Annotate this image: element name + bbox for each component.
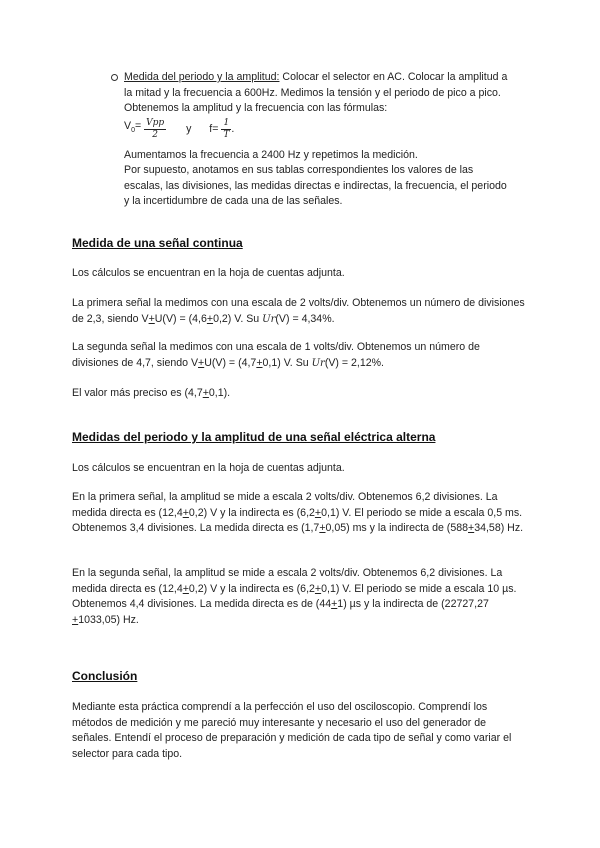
text-run: 0,05) ms y la indirecta de (588 — [325, 522, 469, 534]
text-run: En la primera señal, la amplitud se mide a escala 2 volts/div. Obtenemos 6,2 divisiones. La medida directa es (12,4 — [72, 491, 498, 519]
plus-minus: + — [182, 506, 189, 519]
plus-minus: + — [72, 613, 79, 626]
formula-v0-sub: 0 — [131, 127, 135, 135]
ur-symbol: Ur — [311, 357, 325, 369]
conclusion-body — [72, 700, 528, 762]
paragraph: Los cálculos se encuentran en la hoja de cuentas adjunta. — [72, 462, 345, 474]
formula-f-label: f= — [209, 122, 219, 135]
paragraph — [72, 296, 528, 327]
paragraph — [72, 340, 528, 371]
text-run: 0,2) V y la indirecta es (6,2 — [188, 506, 315, 519]
paragraph — [72, 490, 528, 537]
section1-paragraph-3 — [72, 340, 528, 371]
text-run: 0,1) V. El periodo se mide a escala 10 µs. Obtenemos 4,4 divisiones. La medida directa es de (44 — [72, 582, 517, 610]
text-run: El valor más preciso es (4,7 — [72, 387, 203, 399]
plus-minus: + — [314, 506, 322, 519]
plus-minus: + — [206, 312, 214, 325]
plus-minus: + — [331, 598, 338, 610]
text-run: 0,2) V y la indirecta es (6,2 — [188, 582, 315, 595]
text-run: La segunda señal la medimos con una escala de 1 volts/div. Obtenemos un número de divisiones de 4,7, siendo V — [72, 341, 480, 369]
fraction-denominator: 2 — [152, 129, 158, 140]
section-conclusion — [72, 669, 528, 685]
fraction-denominator: T — [223, 129, 230, 140]
text-run: 0,1) V. El periodo se mide a escala 0,5 ms. Obtenemos 3,4 divisiones. La medida directa es (1,7 — [72, 506, 523, 534]
text-run: 1033,05) Hz. — [78, 613, 139, 626]
bullet-line-2: Aumentamos la frecuencia a 2400 Hz y repetimos la medición. — [124, 148, 418, 161]
plus-minus: + — [198, 356, 205, 369]
bullet-intro — [124, 70, 514, 117]
section-heading: Medida de una señal continua — [72, 236, 243, 250]
fraction-numerator: Vpp — [146, 117, 165, 128]
text-run: U(V) = (4,6 — [154, 312, 207, 325]
text-run: La primera señal la medimos con una escala de 2 volts/div. Obtenemos un número de divisiones de 2,3, siendo V — [72, 297, 525, 325]
section1-body — [72, 266, 528, 282]
paragraph: Mediante esta práctica comprendí a la perfección el uso del osciloscopio. Comprendí los métodos de medición y me pareció muy interesante y necesario el uso del generador de señales. Entendí el proceso de preparación y medición de cada tipo de señal y como variar el selector para cada tipo. — [72, 701, 512, 760]
bullet-intro-text: Colocar el selector en AC. Colocar la amplitud a la mitad y la frecuencia a 600Hz. Medimos la tensión y el periodo de pico a pico. Obtenemos la amplitud y la frecuencia con las fórmulas: — [124, 71, 508, 114]
ur-symbol: Ur — [262, 313, 276, 325]
formula-and: y — [186, 122, 192, 135]
formula-v0 — [124, 120, 142, 135]
formula-line — [124, 118, 514, 148]
paragraph — [72, 386, 528, 402]
plus-minus: + — [256, 356, 263, 369]
fraction-numerator: 1 — [221, 118, 231, 130]
formula-fraction-vpp — [144, 118, 166, 141]
formula-eq: = — [134, 120, 142, 133]
text-run: 0,1) V. Su — [262, 356, 312, 369]
section-heading: Medidas del periodo y la amplitud de una señal eléctrica alterna — [72, 430, 436, 444]
text-run: (V) = 2,12%. — [324, 356, 385, 369]
formula-end: . — [231, 122, 235, 135]
text-run: U(V) = (4,7 — [204, 356, 257, 369]
hollow-bullet-icon — [111, 74, 118, 81]
plus-minus: + — [314, 582, 322, 595]
text-run: En la segunda señal, la amplitud se mide a escala 2 volts/div. Obtenemos 6,2 divisiones. La medida directa es (12,4 — [72, 567, 503, 595]
section2-paragraph-3 — [72, 566, 528, 628]
paragraph: Los cálculos se encuentran en la hoja de cuentas adjunta. — [72, 267, 345, 279]
text-run: 0,1). — [208, 387, 231, 399]
plus-minus: + — [468, 522, 475, 534]
section-heading: Conclusión — [72, 669, 138, 683]
paragraph — [72, 566, 528, 628]
formula-v0-label: V — [124, 120, 132, 133]
text-run: 0,2) V. Su — [213, 312, 263, 325]
text-run: 34,58) Hz. — [474, 522, 524, 534]
plus-minus: + — [319, 522, 326, 534]
section2-body — [72, 461, 528, 477]
bullet-title: Medida del periodo y la amplitud: — [124, 71, 280, 83]
bullet-item-period-amplitude — [124, 70, 514, 210]
text-run: (V) = 4,34%. — [275, 312, 335, 325]
text-run: 1) µs y la indirecta de (22727,27 — [337, 598, 489, 610]
formula-fraction-1-over-t — [221, 118, 231, 141]
section2-paragraph-2 — [72, 490, 528, 537]
plus-minus: + — [182, 582, 189, 595]
plus-minus: + — [202, 387, 209, 399]
plus-minus: + — [148, 312, 155, 325]
section1-paragraph-2 — [72, 296, 528, 327]
section-alternating-signal — [72, 430, 528, 446]
section1-paragraph-4 — [72, 386, 528, 402]
bullet-line-3: Por supuesto, anotamos en sus tablas correspondientes los valores de las escalas, las divisiones, las medidas directas e indirectas, la frecuencia, el periodo y la incertidumbre de cada una de las señales. — [124, 164, 507, 207]
section-continuous-signal — [72, 236, 528, 252]
